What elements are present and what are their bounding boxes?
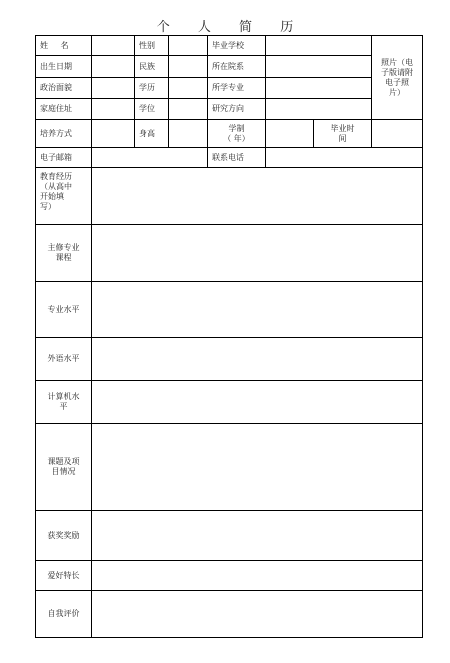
professional-level-field[interactable] [92, 282, 422, 337]
label-main-courses: 主修专业 课程 [47, 243, 80, 262]
label-awards: 获奖奖励 [47, 530, 80, 540]
email-field[interactable] [92, 148, 207, 167]
duration-field[interactable] [266, 120, 313, 147]
resume-form [35, 35, 423, 638]
label-school: 毕业学校 [212, 40, 244, 50]
gender-field[interactable] [169, 36, 207, 55]
label-name: 姓 名 [40, 40, 74, 50]
label-foreign-language: 外语水平 [47, 354, 80, 363]
label-ethnicity: 民族 [139, 61, 155, 71]
label-hobbies: 爱好特长 [47, 570, 80, 580]
graduation-time-field[interactable] [372, 120, 422, 147]
education-field[interactable] [169, 78, 207, 98]
ethnicity-field[interactable] [169, 56, 207, 77]
political-field[interactable] [92, 78, 134, 98]
height-field[interactable] [169, 120, 207, 147]
label-self-eval: 自我评价 [47, 609, 80, 618]
edu-history-field[interactable] [92, 168, 422, 224]
label-edu-history: 教育经历 （从高中 开始填 写） [40, 172, 72, 211]
label-graduation-time: 毕业时 间 [330, 123, 355, 143]
grid-line [422, 35, 423, 638]
name-field[interactable] [92, 36, 134, 55]
self-eval-field[interactable] [92, 591, 422, 637]
label-duration: 学制 （ 年） [223, 123, 250, 143]
label-computer-level: 计算机水 平 [47, 392, 80, 411]
label-research: 研究方向 [212, 104, 244, 113]
page-title: 个 人 简 历 [156, 20, 306, 35]
label-education: 学历 [139, 83, 155, 92]
address-field[interactable] [92, 99, 134, 119]
label-birthdate: 出生日期 [40, 61, 72, 71]
contact-method-field[interactable] [92, 120, 134, 147]
label-degree: 学位 [139, 104, 155, 113]
research-field[interactable] [266, 99, 371, 119]
label-address: 家庭住址 [40, 104, 72, 113]
department-field[interactable] [266, 56, 371, 77]
label-height: 身高 [139, 128, 155, 138]
phone-field[interactable] [266, 148, 422, 167]
computer-level-field[interactable] [92, 381, 422, 423]
foreign-language-field[interactable] [92, 338, 422, 380]
degree-field[interactable] [169, 99, 207, 119]
label-department: 所在院系 [212, 61, 244, 71]
photo-box[interactable]: 照片（电 子版请附 电子照 片） [381, 57, 413, 97]
grid-line [35, 637, 423, 638]
label-political: 政治面貌 [40, 83, 72, 92]
label-contact-method: 培养方式 [40, 128, 72, 138]
awards-field[interactable] [92, 511, 422, 560]
label-email: 电子邮箱 [40, 152, 72, 162]
label-professional-level: 专业水平 [47, 304, 80, 314]
label-projects: 课题及项 目情况 [47, 457, 80, 476]
label-gender: 性别 [139, 40, 155, 50]
label-major: 所学专业 [212, 83, 244, 92]
major-field[interactable] [266, 78, 371, 98]
main-courses-field[interactable] [92, 225, 422, 281]
projects-field[interactable] [92, 424, 422, 510]
birthdate-field[interactable] [92, 56, 134, 77]
hobbies-field[interactable] [92, 561, 422, 590]
label-phone: 联系电话 [212, 152, 244, 162]
school-field[interactable] [266, 36, 371, 55]
